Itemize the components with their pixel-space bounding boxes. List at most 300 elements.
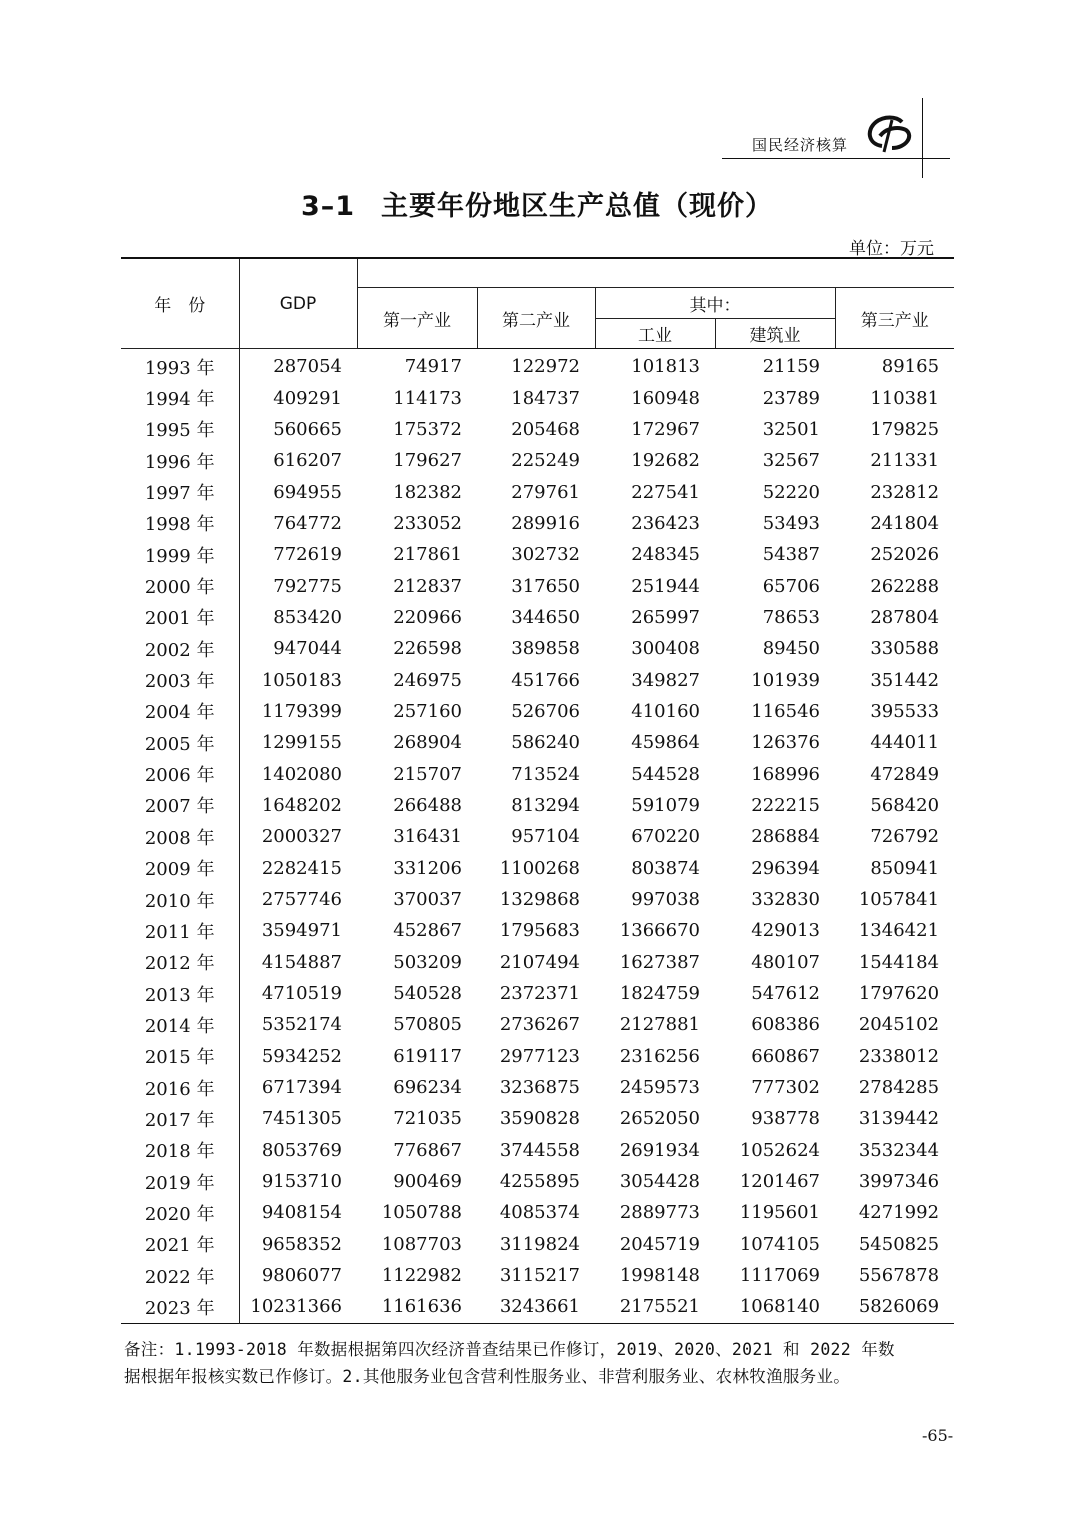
year-cell [121, 602, 239, 633]
value-cell: 233052 [393, 512, 462, 534]
value-cell: 1117069 [739, 1265, 820, 1287]
value-cell: 3594971 [261, 920, 342, 942]
year-suffix: 年 [196, 765, 215, 787]
year-value: 1999 [144, 545, 191, 567]
year-value: 2019 [144, 1172, 191, 1194]
value-cell: 101813 [631, 356, 700, 378]
value-cell: 23789 [762, 387, 820, 409]
value-cell: 179825 [870, 418, 940, 440]
year-cell [121, 445, 239, 476]
year-cell [121, 790, 239, 821]
year-value: 1996 [144, 451, 191, 473]
year-cell [121, 349, 239, 383]
table-row [121, 570, 954, 601]
value-cell: 3744558 [499, 1139, 580, 1161]
year-cell [121, 884, 239, 915]
value-cell: 331206 [393, 857, 462, 879]
value-cell: 900469 [393, 1171, 462, 1193]
year-cell [121, 727, 239, 758]
value-cell: 351442 [870, 669, 940, 691]
value-cell: 265997 [631, 606, 700, 628]
value-cell: 713524 [511, 763, 580, 785]
value-cell: 4271992 [858, 1202, 940, 1224]
footnote-line-2: 据根据年报核实数已作修订。2.其他服务业包含营利性服务业、非营利服务业、农林牧渔服务业。 [124, 1367, 851, 1386]
page-title [0, 184, 1074, 223]
year-suffix: 年 [196, 1141, 215, 1163]
value-cell: 251944 [631, 575, 700, 597]
value-cell: 2459573 [619, 1077, 700, 1099]
header-primary: 第一产业 [357, 288, 477, 349]
value-cell: 2652050 [619, 1108, 700, 1130]
value-cell: 1201467 [739, 1171, 820, 1193]
table-row [121, 445, 954, 476]
value-cell: 395533 [870, 700, 940, 722]
footnote-line-1: 备注：1.1993-2018 年数据根据第四次经济普查结果已作修订，2019、2020、2021 和 2022 年数 [124, 1340, 895, 1359]
value-cell: 2372371 [499, 983, 580, 1005]
value-cell: 8053769 [261, 1139, 342, 1161]
value-cell: 2316256 [619, 1045, 700, 1067]
value-cell: 287804 [870, 606, 940, 628]
value-cell: 813294 [511, 794, 580, 816]
value-cell: 232812 [870, 481, 940, 503]
value-cell: 997038 [631, 889, 700, 911]
table-row [121, 1229, 954, 1260]
value-cell: 172967 [631, 418, 700, 440]
value-cell: 2889773 [619, 1202, 700, 1224]
value-cell: 225249 [511, 450, 580, 472]
year-value: 2012 [144, 953, 191, 975]
value-cell: 1050788 [381, 1202, 462, 1224]
year-suffix: 年 [196, 1297, 215, 1319]
value-cell: 279761 [511, 481, 580, 503]
value-cell: 179627 [393, 450, 462, 472]
value-cell: 122972 [511, 356, 580, 378]
value-cell: 1795683 [499, 920, 580, 942]
year-cell [121, 1229, 239, 1260]
year-suffix: 年 [196, 733, 215, 755]
value-cell: 1544184 [858, 951, 940, 973]
value-cell: 222215 [751, 794, 820, 816]
year-suffix: 年 [196, 1235, 215, 1257]
value-cell: 1052624 [739, 1139, 820, 1161]
year-cell [121, 1103, 239, 1134]
year-cell [121, 476, 239, 507]
value-cell: 65706 [762, 575, 820, 597]
value-cell: 503209 [393, 951, 462, 973]
value-cell: 227541 [631, 481, 700, 503]
value-cell: 2045102 [858, 1014, 940, 1036]
year-cell [121, 853, 239, 884]
value-cell: 5826069 [858, 1296, 940, 1318]
value-cell: 3243661 [499, 1296, 580, 1318]
year-suffix: 年 [196, 671, 215, 693]
table-title: 主要年份地区生产总值（现价） [381, 191, 774, 222]
table-row [121, 1166, 954, 1197]
header-gdp: GDP [239, 258, 357, 349]
value-cell: 1074105 [739, 1233, 820, 1255]
value-cell: 226598 [393, 638, 462, 660]
value-cell: 660867 [751, 1045, 820, 1067]
value-cell: 160948 [631, 387, 700, 409]
table-row [121, 382, 954, 413]
value-cell: 296394 [751, 857, 820, 879]
value-cell: 9658352 [261, 1233, 342, 1255]
value-cell: 772619 [273, 544, 342, 566]
value-cell: 1195601 [739, 1202, 820, 1224]
value-cell: 349827 [631, 669, 700, 691]
year-value: 2018 [144, 1141, 191, 1163]
section-header [722, 98, 954, 178]
year-value: 1994 [144, 389, 191, 411]
table-row [121, 696, 954, 727]
year-cell [121, 414, 239, 445]
value-cell: 126376 [751, 732, 820, 754]
value-cell: 2338012 [858, 1045, 940, 1067]
year-cell [121, 633, 239, 664]
value-cell: 721035 [393, 1108, 462, 1130]
value-cell: 526706 [511, 700, 580, 722]
value-cell: 2000327 [261, 826, 342, 848]
year-suffix: 年 [196, 1047, 215, 1069]
value-cell: 591079 [631, 794, 700, 816]
value-cell: 480107 [751, 951, 820, 973]
header-rule [722, 158, 950, 159]
year-suffix: 年 [196, 1266, 215, 1288]
value-cell: 289916 [511, 512, 580, 534]
year-suffix: 年 [196, 1203, 215, 1225]
value-cell: 1329868 [499, 889, 580, 911]
value-cell: 1797620 [858, 983, 940, 1005]
value-cell: 246975 [393, 669, 462, 691]
table-row [121, 1009, 954, 1040]
value-cell: 1998148 [619, 1265, 700, 1287]
value-cell: 696234 [393, 1077, 462, 1099]
value-cell: 332830 [751, 889, 820, 911]
value-cell: 252026 [870, 544, 940, 566]
year-cell [121, 1135, 239, 1166]
value-cell: 452867 [393, 920, 462, 942]
value-cell: 212837 [393, 575, 462, 597]
statistics-logo-icon [862, 106, 918, 158]
value-cell: 205468 [511, 418, 580, 440]
value-cell: 1648202 [261, 794, 342, 816]
value-cell: 2757746 [261, 889, 342, 911]
year-value: 2009 [144, 859, 191, 881]
year-suffix: 年 [196, 1015, 215, 1037]
value-cell: 330588 [870, 638, 940, 660]
table-row [121, 727, 954, 758]
value-cell: 4154887 [261, 951, 342, 973]
year-suffix: 年 [196, 890, 215, 912]
year-suffix: 年 [196, 483, 215, 505]
year-value: 2023 [144, 1297, 191, 1319]
table-row [121, 884, 954, 915]
value-cell: 586240 [511, 732, 580, 754]
year-cell [121, 1041, 239, 1072]
year-cell [121, 821, 239, 852]
year-suffix: 年 [196, 514, 215, 536]
value-cell: 1366670 [619, 920, 700, 942]
year-value: 2015 [144, 1047, 191, 1069]
value-cell: 619117 [393, 1045, 462, 1067]
year-cell [121, 696, 239, 727]
value-cell: 302732 [511, 544, 580, 566]
value-cell: 850941 [870, 857, 940, 879]
value-cell: 317650 [511, 575, 580, 597]
value-cell: 3119824 [499, 1233, 580, 1255]
table-row [121, 539, 954, 570]
value-cell: 344650 [511, 606, 580, 628]
unit-label: 单位：万元 [849, 239, 934, 259]
value-cell: 2175521 [619, 1296, 700, 1318]
value-cell: 938778 [751, 1108, 820, 1130]
header-tertiary: 第三产业 [835, 288, 954, 349]
year-cell [121, 508, 239, 539]
header-industry: 工业 [595, 319, 715, 349]
value-cell: 5352174 [261, 1014, 342, 1036]
value-cell: 1179399 [261, 700, 342, 722]
table-row [121, 758, 954, 789]
value-cell: 694955 [273, 481, 342, 503]
value-cell: 3236875 [499, 1077, 580, 1099]
table-row [121, 476, 954, 507]
year-value: 2013 [144, 984, 191, 1006]
value-cell: 215707 [393, 763, 462, 785]
year-suffix: 年 [196, 1172, 215, 1194]
year-value: 2014 [144, 1015, 191, 1037]
value-cell: 2736267 [499, 1014, 580, 1036]
value-cell: 1161636 [381, 1296, 462, 1318]
value-cell: 32501 [762, 418, 820, 440]
year-value: 2010 [144, 890, 191, 912]
year-suffix: 年 [196, 389, 215, 411]
year-suffix: 年 [196, 639, 215, 661]
year-suffix: 年 [196, 451, 215, 473]
value-cell: 544528 [631, 763, 700, 785]
year-cell [121, 1166, 239, 1197]
table-row [121, 602, 954, 633]
year-suffix: 年 [196, 702, 215, 724]
year-value: 2007 [144, 796, 191, 818]
table-row [121, 947, 954, 978]
value-cell: 1824759 [619, 983, 700, 1005]
value-cell: 776867 [393, 1139, 462, 1161]
year-suffix: 年 [196, 827, 215, 849]
year-suffix: 年 [196, 545, 215, 567]
year-cell [121, 539, 239, 570]
value-cell: 1100268 [499, 857, 580, 879]
table-row [121, 1072, 954, 1103]
value-cell: 1299155 [261, 732, 342, 754]
year-suffix: 年 [196, 1109, 215, 1131]
value-cell: 451766 [511, 669, 580, 691]
value-cell: 616207 [273, 450, 342, 472]
value-cell: 459864 [631, 732, 700, 754]
value-cell: 410160 [631, 700, 700, 722]
value-cell: 2282415 [261, 857, 342, 879]
value-cell: 2045719 [619, 1233, 700, 1255]
value-cell: 217861 [393, 544, 462, 566]
value-cell: 53493 [762, 512, 820, 534]
year-value: 1993 [144, 357, 191, 379]
value-cell: 184737 [511, 387, 580, 409]
value-cell: 1122982 [381, 1265, 462, 1287]
value-cell: 560665 [273, 418, 342, 440]
year-cell [121, 978, 239, 1009]
header-secondary: 第二产业 [477, 288, 595, 349]
year-value: 1997 [144, 483, 191, 505]
value-cell: 1087703 [381, 1233, 462, 1255]
value-cell: 1068140 [739, 1296, 820, 1318]
value-cell: 2784285 [858, 1077, 940, 1099]
header-of-which: 其中： [595, 288, 835, 319]
value-cell: 9806077 [261, 1265, 342, 1287]
value-cell: 4255895 [499, 1171, 580, 1193]
value-cell: 182382 [393, 481, 462, 503]
value-cell: 2691934 [619, 1139, 700, 1161]
value-cell: 89450 [762, 638, 820, 660]
value-cell: 1627387 [619, 951, 700, 973]
year-cell [121, 664, 239, 695]
year-suffix: 年 [196, 796, 215, 818]
year-value: 1995 [144, 420, 191, 442]
year-suffix: 年 [196, 921, 215, 943]
year-value: 2003 [144, 671, 191, 693]
value-cell: 1402080 [261, 763, 342, 785]
year-cell [121, 947, 239, 978]
table-number: 3–1 [300, 191, 356, 222]
value-cell: 2107494 [499, 951, 580, 973]
year-suffix: 年 [196, 608, 215, 630]
table-row [121, 349, 954, 383]
year-suffix: 年 [196, 420, 215, 442]
value-cell: 570805 [393, 1014, 462, 1036]
value-cell: 5450825 [858, 1233, 940, 1255]
table-row [121, 508, 954, 539]
value-cell: 10231366 [250, 1296, 342, 1318]
value-cell: 114173 [393, 387, 462, 409]
year-suffix: 年 [196, 984, 215, 1006]
table-body [121, 349, 954, 1324]
year-suffix: 年 [196, 859, 215, 881]
table-row [121, 821, 954, 852]
year-value: 2001 [144, 608, 191, 630]
value-cell: 2127881 [619, 1014, 700, 1036]
year-value: 2004 [144, 702, 191, 724]
table-row [121, 1135, 954, 1166]
footnote [124, 1336, 944, 1390]
year-value: 2017 [144, 1109, 191, 1131]
value-cell: 389858 [511, 638, 580, 660]
value-cell: 540528 [393, 983, 462, 1005]
year-value: 2006 [144, 765, 191, 787]
value-cell: 286884 [751, 826, 820, 848]
value-cell: 444011 [870, 732, 940, 754]
value-cell: 9408154 [261, 1202, 342, 1224]
table-row [121, 1260, 954, 1291]
value-cell: 409291 [273, 387, 342, 409]
year-value: 2000 [144, 577, 191, 599]
value-cell: 101939 [751, 669, 820, 691]
value-cell: 3115217 [499, 1265, 580, 1287]
value-cell: 241804 [870, 512, 940, 534]
year-value: 2021 [144, 1235, 191, 1257]
value-cell: 168996 [751, 763, 820, 785]
value-cell: 777302 [751, 1077, 820, 1099]
year-cell [121, 570, 239, 601]
value-cell: 853420 [273, 606, 342, 628]
value-cell: 175372 [393, 418, 462, 440]
value-cell: 220966 [393, 606, 462, 628]
value-cell: 316431 [393, 826, 462, 848]
header-vertical-rule [922, 98, 923, 178]
value-cell: 568420 [870, 794, 940, 816]
value-cell: 2977123 [499, 1045, 580, 1067]
value-cell: 32567 [762, 450, 820, 472]
value-cell: 89165 [881, 356, 940, 378]
header-construction: 建筑业 [715, 319, 835, 349]
value-cell: 3590828 [499, 1108, 580, 1130]
value-cell: 792775 [273, 575, 342, 597]
value-cell: 78653 [762, 606, 820, 628]
value-cell: 472849 [870, 763, 940, 785]
value-cell: 236423 [631, 512, 700, 534]
table-row [121, 1041, 954, 1072]
value-cell: 429013 [751, 920, 820, 942]
value-cell: 300408 [631, 638, 700, 660]
value-cell: 257160 [393, 700, 462, 722]
value-cell: 608386 [751, 1014, 820, 1036]
table-row [121, 414, 954, 445]
header-year: 年 份 [121, 258, 239, 349]
year-value: 2011 [144, 921, 191, 943]
value-cell: 547612 [751, 983, 820, 1005]
year-cell [121, 1197, 239, 1228]
table-row [121, 1197, 954, 1228]
table-row [121, 633, 954, 664]
year-cell [121, 915, 239, 946]
table-row [121, 1291, 954, 1323]
value-cell: 21159 [762, 356, 820, 378]
value-cell: 116546 [751, 700, 820, 722]
year-cell [121, 758, 239, 789]
table-row [121, 978, 954, 1009]
year-cell [121, 1009, 239, 1040]
value-cell: 3997346 [858, 1171, 940, 1193]
value-cell: 1050183 [261, 669, 342, 691]
table-row [121, 664, 954, 695]
year-value: 2020 [144, 1203, 191, 1225]
value-cell: 1346421 [858, 920, 940, 942]
year-suffix: 年 [196, 357, 215, 379]
value-cell: 764772 [273, 512, 342, 534]
value-cell: 266488 [393, 794, 462, 816]
value-cell: 3139442 [858, 1108, 940, 1130]
value-cell: 4710519 [261, 983, 342, 1005]
section-header-text: 国民经济核算 [752, 136, 849, 154]
value-cell: 192682 [631, 450, 700, 472]
value-cell: 74917 [404, 356, 462, 378]
value-cell: 9153710 [261, 1171, 342, 1193]
value-cell: 54387 [762, 544, 820, 566]
value-cell: 211331 [870, 450, 940, 472]
year-value: 1998 [144, 514, 191, 536]
table-row [121, 1103, 954, 1134]
value-cell: 1057841 [858, 889, 940, 911]
value-cell: 370037 [393, 889, 462, 911]
gdp-table [121, 257, 954, 1324]
value-cell: 4085374 [499, 1202, 580, 1224]
